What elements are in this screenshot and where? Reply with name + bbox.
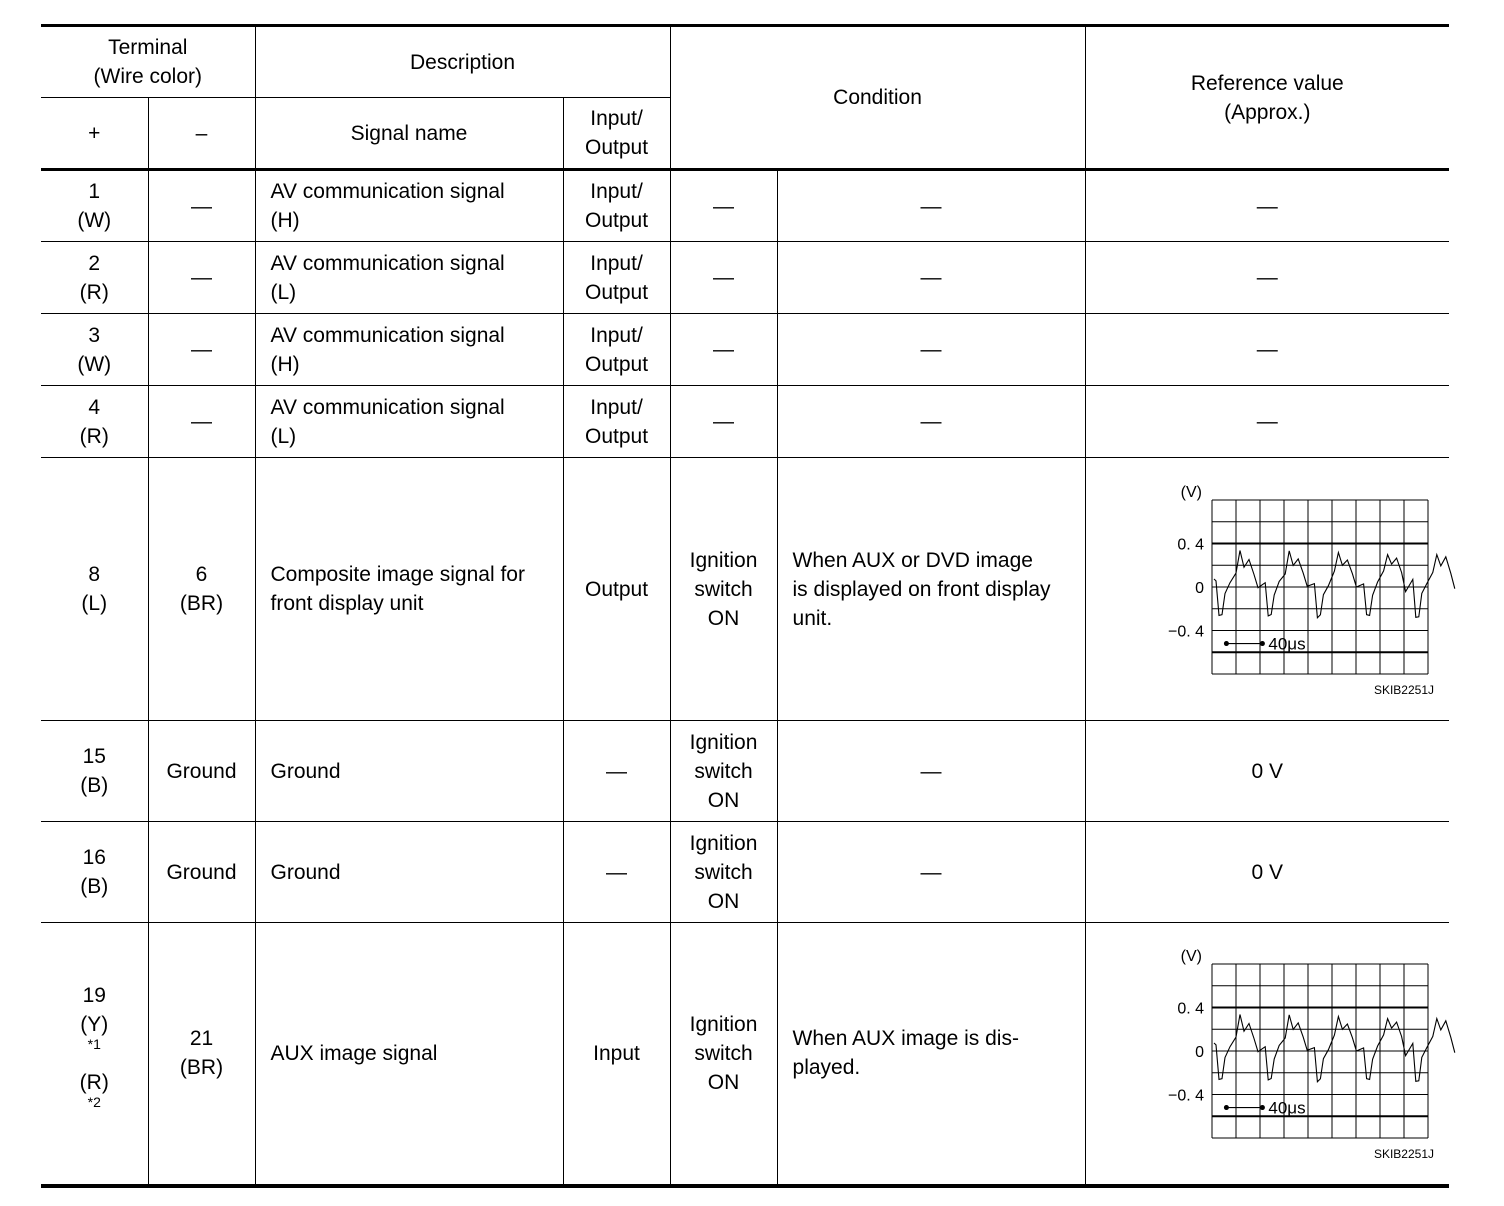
- waveform-tick-label: −0. 4: [1168, 1087, 1205, 1105]
- figure-code-label: SKIB2251J: [1374, 1147, 1435, 1162]
- condition-state: —: [670, 386, 777, 458]
- table-row: [41, 721, 1449, 822]
- signal-name: [255, 386, 563, 458]
- input-output: [563, 314, 670, 386]
- condition-state: —: [670, 314, 777, 386]
- condition-state-line: ON: [707, 889, 740, 913]
- terminal-minus-line: 6: [195, 563, 208, 586]
- terminal-plus-line: (B): [80, 774, 109, 797]
- header-signal-name: Signal name: [255, 98, 563, 170]
- input-output: [563, 242, 670, 314]
- footnote-mark: *1: [87, 1035, 101, 1052]
- reference-value: —: [1085, 170, 1449, 242]
- table-row: [41, 386, 1449, 458]
- waveform-graph: [1122, 948, 1435, 1162]
- signal-name-line: AV communication signal: [270, 395, 505, 419]
- waveform-tick-label: −0. 4: [1168, 623, 1205, 641]
- condition-state-line: Ignition: [689, 831, 758, 855]
- terminal-plus-line: 3: [88, 323, 101, 347]
- reference-value: —: [1085, 242, 1449, 314]
- signal-name: [255, 314, 563, 386]
- condition-state-line: ON: [707, 606, 740, 630]
- condition-detail-line: played.: [792, 1056, 861, 1080]
- condition-state-line: Ignition: [689, 1012, 758, 1036]
- condition-detail: [777, 458, 1085, 721]
- terminal-plus-line: 16: [82, 846, 106, 869]
- condition-state: [670, 721, 777, 822]
- terminal-number: 19: [82, 983, 106, 1007]
- condition-state: —: [670, 242, 777, 314]
- input-output: Output: [563, 458, 670, 721]
- waveform-trace: [1214, 551, 1455, 618]
- input-output: —: [563, 721, 670, 822]
- terminal-plus: [41, 314, 148, 386]
- condition-state: [670, 822, 777, 923]
- waveform-unit-label: (V): [1180, 484, 1203, 501]
- time-marker-dot: [1260, 1105, 1265, 1110]
- terminal-minus: [148, 458, 255, 721]
- table-row: [41, 242, 1449, 314]
- condition-detail: —: [777, 314, 1085, 386]
- terminal-plus-line: 2: [88, 251, 101, 275]
- condition-detail: —: [777, 170, 1085, 242]
- signal-name: Ground: [255, 721, 563, 822]
- input-output: [563, 170, 670, 242]
- terminal-plus-line: (R): [79, 280, 109, 304]
- terminal-plus-line: 8: [88, 563, 101, 586]
- terminal-minus: Ground: [148, 822, 255, 923]
- terminal-plus-line: (W): [77, 352, 112, 376]
- signal-name: [255, 458, 563, 721]
- waveform-graph: [1122, 484, 1435, 697]
- condition-state-line: Ignition: [689, 730, 758, 754]
- reference-value: —: [1085, 386, 1449, 458]
- waveform-unit-label: (V): [1180, 948, 1203, 966]
- waveform-tick-label: 0: [1195, 1044, 1205, 1062]
- table-row: [41, 822, 1449, 923]
- signal-name: Ground: [255, 822, 563, 923]
- terminal-plus: [41, 170, 148, 242]
- wire-color: (Y): [80, 1012, 109, 1036]
- terminal-minus: —: [148, 314, 255, 386]
- reference-value: [1085, 458, 1449, 721]
- condition-detail-line: is displayed on front display: [792, 577, 1051, 601]
- footnote-mark: *2: [87, 1093, 101, 1110]
- condition-detail-line: unit.: [792, 606, 833, 630]
- condition-detail: —: [777, 822, 1085, 923]
- condition-detail-line: When AUX image is dis-: [792, 1027, 1019, 1051]
- condition-state-line: ON: [707, 1070, 740, 1094]
- reference-value: [1085, 923, 1449, 1186]
- signal-name-line: front display unit: [270, 592, 424, 615]
- table-row: [41, 170, 1449, 242]
- signal-name-line: (L): [270, 424, 297, 448]
- header-terminal: Terminal (Wire color): [41, 26, 255, 98]
- time-marker-dot: [1260, 641, 1265, 646]
- signal-name: [255, 242, 563, 314]
- waveform-time-label: 40μs: [1268, 1098, 1306, 1118]
- terminal-minus: —: [148, 170, 255, 242]
- input-output-line: Output: [584, 209, 649, 232]
- input-output-line: Output: [584, 424, 649, 448]
- condition-state-line: Ignition: [689, 548, 758, 572]
- condition-state-line: ON: [707, 788, 740, 812]
- condition-detail: [777, 923, 1085, 1186]
- condition-state-line: switch: [694, 860, 753, 884]
- signal-name: [255, 170, 563, 242]
- terminal-plus: [41, 923, 148, 1186]
- terminal-minus: —: [148, 242, 255, 314]
- input-output: [563, 386, 670, 458]
- signal-name-line: Composite image signal for: [270, 563, 525, 586]
- condition-state-line: switch: [694, 759, 753, 783]
- input-output-line: Output: [584, 352, 649, 376]
- terminal-plus: [41, 822, 148, 923]
- input-output-line: Input/: [590, 180, 643, 203]
- terminal-minus: [148, 923, 255, 1186]
- reference-value: 0 V: [1085, 721, 1449, 822]
- terminal-minus-line: 21: [189, 1027, 214, 1051]
- table-row: [41, 458, 1449, 721]
- input-output-line: Input/: [590, 323, 643, 347]
- header-reference: Reference value (Approx.): [1085, 26, 1449, 170]
- condition-state: [670, 923, 777, 1186]
- condition-detail: —: [777, 721, 1085, 822]
- header-input-output: Input/ Output: [563, 98, 670, 170]
- terminal-minus: —: [148, 386, 255, 458]
- condition-detail-line: When AUX or DVD image: [792, 548, 1033, 572]
- header-description: Description: [255, 26, 670, 98]
- waveform-time-label: 40μs: [1268, 634, 1306, 654]
- signal-name: AUX image signal: [255, 923, 563, 1186]
- terminal-minus-line: (BR): [179, 1056, 224, 1080]
- input-output-line: Output: [584, 280, 649, 304]
- terminal-plus: [41, 458, 148, 721]
- reference-value: —: [1085, 314, 1449, 386]
- input-output-line: Input/: [590, 251, 643, 275]
- header-minus: –: [148, 98, 255, 170]
- terminal-plus: [41, 242, 148, 314]
- input-output-line: Input/: [590, 395, 643, 419]
- header-condition: Condition: [670, 26, 1085, 170]
- signal-name-line: AV communication signal: [270, 180, 505, 203]
- terminal-plus-line: 4: [88, 395, 101, 419]
- terminal-plus-line: (B): [80, 875, 109, 898]
- terminal-plus-line: (W): [77, 209, 112, 232]
- waveform-tick-label: 0. 4: [1177, 1000, 1205, 1018]
- signal-name-line: AV communication signal: [270, 323, 505, 347]
- terminal-plus-line: 15: [82, 745, 106, 768]
- condition-detail: —: [777, 242, 1085, 314]
- terminal-plus: [41, 721, 148, 822]
- terminal-minus: Ground: [148, 721, 255, 822]
- condition-state-line: switch: [694, 577, 753, 601]
- terminal-plus-line: 1: [88, 180, 101, 203]
- time-marker-dot: [1224, 1105, 1229, 1110]
- waveform-trace: [1214, 1015, 1455, 1082]
- terminal-spec-table: [41, 24, 1449, 1188]
- signal-name-line: AV communication signal: [270, 251, 505, 275]
- wire-color: (R): [79, 1070, 109, 1094]
- condition-state-line: switch: [694, 1041, 753, 1065]
- figure-code-label: SKIB2251J: [1374, 683, 1435, 697]
- reference-value: 0 V: [1085, 822, 1449, 923]
- input-output: —: [563, 822, 670, 923]
- condition-detail: —: [777, 386, 1085, 458]
- signal-name-line: (H): [270, 352, 300, 376]
- waveform-tick-label: 0: [1195, 580, 1205, 597]
- terminal-plus-line: (R): [79, 424, 109, 448]
- terminal-plus-line: (L): [81, 592, 108, 615]
- condition-state: [670, 458, 777, 721]
- table-row: [41, 314, 1449, 386]
- waveform-tick-label: 0. 4: [1177, 536, 1205, 554]
- table-row: [41, 923, 1449, 1186]
- time-marker-dot: [1224, 641, 1229, 646]
- header-plus: +: [41, 98, 148, 170]
- signal-name-line: (L): [270, 280, 297, 304]
- signal-name-line: (H): [270, 209, 300, 232]
- terminal-plus: [41, 386, 148, 458]
- condition-state: —: [670, 170, 777, 242]
- input-output: Input: [563, 923, 670, 1186]
- terminal-minus-line: (BR): [179, 592, 224, 615]
